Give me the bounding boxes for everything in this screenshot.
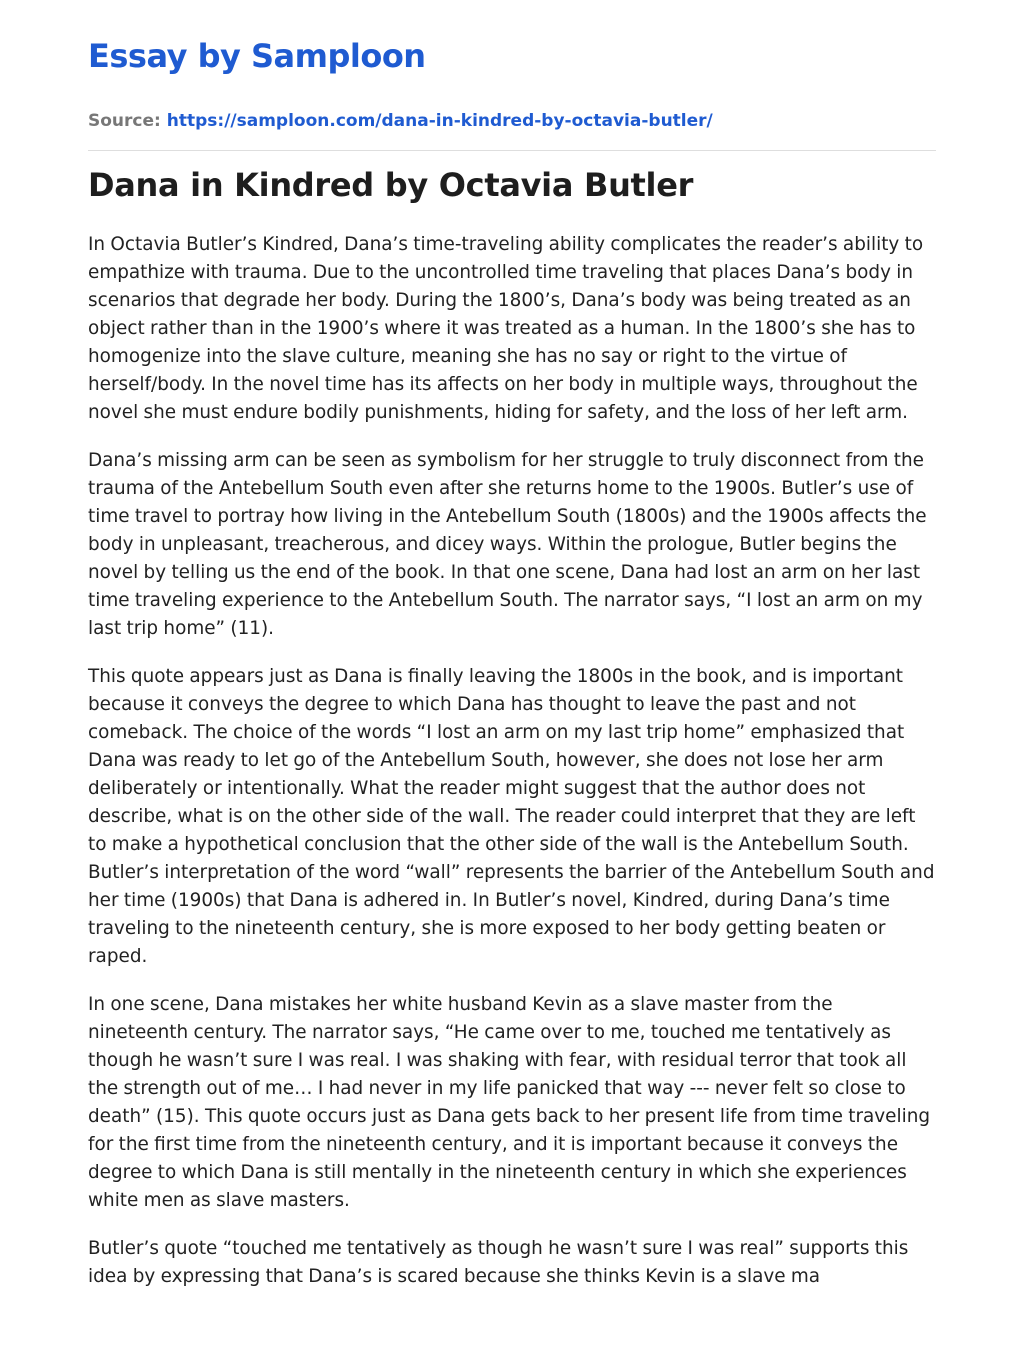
source-line — [88, 110, 936, 132]
essay-paragraph: Butler’s quote “touched me tentatively as though he wasn’t sure I was real” supports this idea by expressing that Dana’s is scared because she thinks Kevin is a slave ma — [88, 1238, 909, 1287]
essay-title: Dana in Kindred by Octavia Butler — [88, 166, 694, 204]
essay-page — [88, 0, 936, 1291]
source-label: Source: — [88, 111, 161, 131]
essay-paragraph: In Octavia Butler’s Kindred, Dana’s time-traveling ability complicates the reader’s ability to empathize with trauma. Due to the uncontrolled time traveling that places Dana’s body in scenarios that degrade her body. During the 1800’s, Dana’s body was being treated as an object rather than in the 1900’s where it was treated as a human. In the 1800’s she has to homogenize into the slave culture, meaning she has no say or right to the virtue of herself/body. In the novel time has its affects on her body in multiple ways, throughout the novel she must endure bodily punishments, hiding for safety, and the loss of her left arm. — [88, 234, 924, 423]
header-divider — [88, 150, 936, 151]
essay-paragraph: This quote appears just as Dana is finally leaving the 1800s in the book, and is important because it conveys the degree to which Dana has thought to leave the past and not comeback. The choice of the words “I lost an arm on my last trip home” emphasized that Dana was ready to let go of the Antebellum South, however, she does not lose her arm deliberately or intentionally. What the reader might suggest that the author does not describe, what is on the other side of the wall. The reader could interpret that they are left to make a hypothetical conclusion that the other side of the wall is the Antebellum South. Butler’s interpretation of the word “wall” represents the barrier of the Antebellum South and her time (1900s) that Dana is adhered in. In Butler’s novel, Kindred, during Dana’s time traveling to the nineteenth century, she is more exposed to her body getting beaten or raped. — [88, 666, 935, 967]
essay-body — [88, 231, 936, 1291]
essay-paragraph: In one scene, Dana mistakes her white husband Kevin as a slave master from the nineteenth century. The narrator says, “He came over to me, touched me tentatively as though he wasn’t sure I was real. I was shaking with fear, with residual terror that took all the strength out of me… I had never in my life panicked that way --- never felt so close to death” (15). This quote occurs just as Dana gets back to her present life from time traveling for the first time from the nineteenth century, and it is important because it conveys the degree to which Dana is still mentally in the nineteenth century in which she experiences white men as slave masters. — [88, 994, 931, 1211]
source-link[interactable]: https://samploon.com/dana-in-kindred-by-octavia-butler/ — [166, 111, 713, 131]
brand-title[interactable]: Essay by Samploon — [88, 37, 426, 75]
essay-paragraph: Dana’s missing arm can be seen as symbolism for her struggle to truly disconnect from the trauma of the Antebellum South even after she returns home to the 1900s. Butler’s use of time travel to portray how living in the Antebellum South (1800s) and the 1900s affects the body in unpleasant, treacherous, and dicey ways. Within the prologue, Butler begins the novel by telling us the end of the book. In that one scene, Dana had lost an arm on her last time traveling experience to the Antebellum South. The narrator says, “I lost an arm on my last trip home” (11). — [88, 450, 927, 639]
